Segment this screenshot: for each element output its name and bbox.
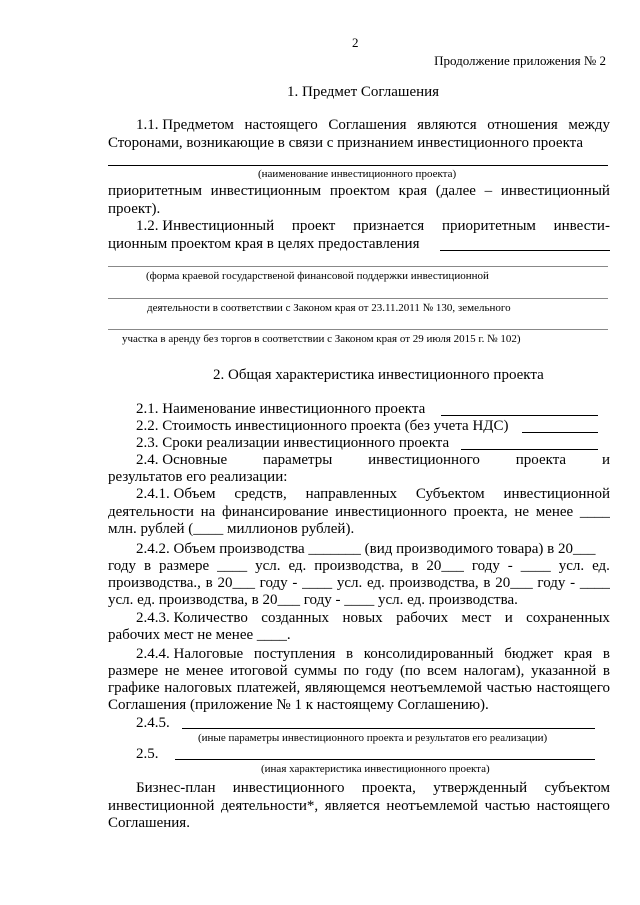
word: инвестиционным — [210, 183, 322, 199]
word: - — [292, 575, 298, 591]
word: в — [411, 558, 419, 574]
word: мест — [461, 610, 492, 626]
para-1-1-line-2: Сторонами, возникающие в связи с признанием инвестиционного проекта — [108, 135, 584, 151]
word: проекта — [515, 452, 567, 468]
word: ед. — [288, 558, 307, 574]
word: финансирование — [221, 504, 329, 520]
item-2-4-2-line-1: 2.4.2. Объем производства _______ (вид производимого товара) в 20___ — [136, 541, 596, 557]
word: параметры — [262, 452, 333, 468]
item-2-4-4-line-4: Соглашения (приложение № 1 к настоящему Соглашению). — [108, 697, 489, 713]
word: 20___ — [495, 575, 533, 591]
caption-support-2: деятельности в соответствии с Законом края от 23.11.2011 № 130, земельного — [147, 302, 511, 314]
word: (далее — [435, 183, 476, 199]
word: итоговой — [229, 663, 288, 679]
item-2-4-1-line-1 — [136, 486, 610, 503]
word: размере — [108, 663, 159, 679]
item-2-4-line-2: результатов его реализации: — [108, 469, 288, 485]
blank-line-support-form — [440, 250, 610, 251]
word: созданных — [261, 610, 330, 626]
word: являющемся — [304, 680, 386, 696]
word: сохраненных — [526, 610, 610, 626]
word: инвестиционного — [232, 780, 345, 796]
word: году — [259, 575, 288, 591]
word: ____ — [217, 558, 248, 574]
caption-project-name: (наименование инвестиционного проекта) — [258, 168, 457, 180]
item-2-1: 2.1. Наименование инвестиционного проекта — [136, 401, 426, 417]
blank-line-support-1 — [108, 266, 608, 267]
word: - — [570, 575, 576, 591]
item-2-3: 2.3. Сроки реализации инвестиционного проекта — [136, 435, 450, 451]
word: инвестиционного — [335, 504, 447, 520]
word: проект — [291, 218, 336, 234]
word: размере — [158, 558, 210, 574]
item-2-4-2-line-3 — [108, 575, 610, 592]
word: Субъектом — [415, 486, 485, 502]
word: ____ — [579, 504, 610, 520]
word: настоящего — [536, 680, 610, 696]
word: усл. — [255, 558, 281, 574]
word: ____ — [520, 558, 551, 574]
word: приоритетным — [441, 218, 536, 234]
word: 2.4.3. Количество — [136, 610, 248, 626]
word: ____ — [579, 575, 610, 591]
item-2-4-3-line-1 — [136, 610, 610, 627]
item-2-4-line-1 — [136, 452, 610, 469]
business-plan-line-2 — [108, 798, 610, 815]
word: не — [514, 504, 529, 520]
word: усл. — [336, 575, 363, 591]
blank-line-2-3 — [461, 449, 598, 450]
blank-line-2-2 — [522, 432, 598, 433]
blank-line-support-2 — [108, 298, 608, 299]
item-2-4-3-line-2: рабочих мест не менее ____. — [108, 627, 291, 643]
word: в — [602, 646, 610, 662]
word: указанной — [530, 663, 597, 679]
word: бюджет — [504, 646, 554, 662]
word: ____ — [302, 575, 333, 591]
word: 1.2. Инвестиционный — [136, 218, 275, 234]
word: ед. — [366, 575, 385, 591]
word: графике — [108, 680, 160, 696]
word: ед. — [592, 558, 610, 574]
word: частью — [484, 798, 531, 814]
blank-line-2-1 — [441, 415, 598, 416]
word: приоритетным — [108, 183, 202, 199]
word: в — [345, 646, 354, 662]
word: 20___ — [426, 558, 464, 574]
word: платежей, — [236, 680, 301, 696]
para-1-1-line-4: проект). — [108, 201, 161, 217]
word: края — [563, 646, 593, 662]
word: 2.4. Основные — [136, 452, 228, 468]
word: признается — [353, 218, 425, 234]
word: в — [483, 575, 491, 591]
word: Соглашения — [328, 117, 407, 133]
word: налоговых — [164, 680, 233, 696]
item-2-4-4-line-2 — [108, 663, 610, 680]
blank-line-2-4-5 — [182, 728, 595, 729]
word: - — [507, 558, 513, 574]
caption-other-params: (иные параметры инвестиционного проекта и результатов его реализации) — [198, 732, 548, 744]
para-1-1-line-3 — [108, 183, 610, 200]
word: в — [602, 663, 610, 679]
para-1-1-line-1 — [136, 117, 610, 134]
word: производства, — [389, 575, 479, 591]
business-plan-line-1 — [136, 780, 610, 797]
word: и — [504, 610, 513, 626]
item-2-4-1-line-3: млн. рублей (____ миллионов рублей). — [108, 521, 355, 537]
word: инвестиционной — [108, 798, 215, 814]
word: – — [484, 183, 493, 199]
word: налогам), — [463, 663, 525, 679]
word: на — [200, 504, 216, 520]
word: 1.1. Предметом — [136, 117, 234, 133]
caption-other-char: (иная характеристика инвестиционного проекта) — [261, 763, 490, 775]
word: в — [143, 558, 152, 574]
word: году — [471, 558, 500, 574]
word: является — [324, 798, 380, 814]
word: году — [537, 575, 566, 591]
word: проекта, — [361, 780, 416, 796]
word: 2.4.1. Объем — [136, 486, 216, 502]
item-2-4-2-line-4: усл. ед. производства, в 20___ году - ____ усл. ед. производства. — [108, 592, 518, 608]
word: деятельности*, — [221, 798, 319, 814]
blank-line-2-5 — [175, 759, 595, 760]
word: проекта, — [453, 504, 508, 520]
caption-support-1: (форма краевой государственой финансовой поддержки инвестиционной — [146, 270, 489, 282]
word: инвестиционного — [368, 452, 480, 468]
word: Бизнес-план — [136, 780, 216, 796]
word: настоящего — [536, 798, 610, 814]
appendix-note: Продолжение приложения № 2 — [434, 53, 606, 68]
word: производства, — [314, 558, 404, 574]
word: неотъемлемой — [390, 680, 482, 696]
item-2-2: 2.2. Стоимость инвестиционного проекта (без учета НДС) — [136, 418, 509, 434]
blank-line-support-3 — [108, 329, 608, 330]
word: году — [365, 663, 394, 679]
word: по — [343, 663, 359, 679]
word: производства., — [108, 575, 201, 591]
item-2-5-label: 2.5. — [136, 746, 159, 762]
word: не — [164, 663, 180, 679]
word: являются — [417, 117, 477, 133]
word: менее — [185, 663, 224, 679]
word: деятельности — [108, 504, 194, 520]
word: поступления — [253, 646, 336, 662]
business-plan-line-3: Соглашения. — [108, 815, 190, 831]
word: 20___ — [217, 575, 255, 591]
item-2-4-5-label: 2.4.5. — [136, 715, 170, 731]
word: между — [568, 117, 610, 133]
word: всем — [427, 663, 458, 679]
caption-support-3: участка в аренду без торгов в соответствии с Законом края от 29 июля 2015 г. № 102) — [122, 333, 521, 345]
word: рабочих — [396, 610, 449, 626]
word: средств, — [234, 486, 287, 502]
word: отношения — [487, 117, 558, 133]
word: менее — [535, 504, 574, 520]
word: утвержденный — [433, 780, 528, 796]
word: 2.4.4. Налоговые — [136, 646, 244, 662]
item-2-4-4-line-1 — [136, 646, 610, 663]
word: края — [398, 183, 428, 199]
section-2-title: 2. Общая характеристика инвестиционного проекта — [213, 367, 544, 383]
word: неотъемлемой — [386, 798, 479, 814]
item-2-4-1-line-2 — [108, 504, 610, 521]
item-2-4-2-line-2 — [108, 558, 610, 575]
word: и — [601, 452, 610, 468]
para-1-2-line-1 — [136, 218, 610, 235]
word: инвестиционной — [503, 486, 610, 502]
item-2-4-4-line-3 — [108, 680, 610, 697]
word: субъектом — [544, 780, 610, 796]
page-number: 2 — [352, 35, 359, 50]
section-1-title: 1. Предмет Соглашения — [287, 84, 440, 100]
word: частью — [486, 680, 533, 696]
word: усл. — [558, 558, 585, 574]
word: в — [205, 575, 213, 591]
word: инвестиционный — [500, 183, 610, 199]
word: году — [108, 558, 136, 574]
word: суммы — [294, 663, 337, 679]
word: проектом — [329, 183, 390, 199]
para-1-2-line-2: ционным проектом края в целях предоставления — [108, 236, 420, 252]
word: настоящего — [244, 117, 318, 133]
blank-line-project-name — [108, 165, 608, 166]
word: консолидированный — [363, 646, 494, 662]
word: (по — [400, 663, 421, 679]
word: новых — [342, 610, 383, 626]
word: инвести- — [553, 218, 610, 234]
word: направленных — [305, 486, 397, 502]
